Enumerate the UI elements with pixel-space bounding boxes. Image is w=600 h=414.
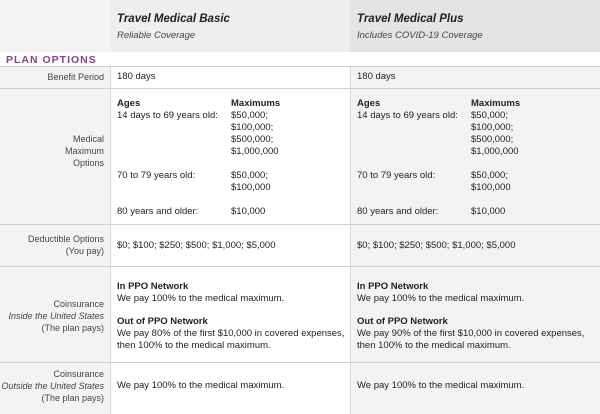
coins-outside-label-3: (The plan pays) — [41, 393, 104, 403]
basic-age-row: 14 days to 69 years old: — [117, 110, 218, 121]
row-divider — [0, 66, 600, 67]
basic-age-row: 70 to 79 years old: — [117, 170, 196, 181]
basic-benefit-period: 180 days — [117, 71, 156, 82]
basic-max-value: $100,000 — [231, 182, 271, 193]
plus-age-row: 80 years and older: — [357, 206, 439, 217]
row-divider — [0, 88, 600, 89]
basic-header — [110, 0, 350, 52]
basic-plan-subtitle: Reliable Coverage — [117, 30, 196, 41]
plus-deductible: $0; $100; $250; $500; $1,000; $5,000 — [357, 240, 516, 251]
medical-max-label-3: Options — [72, 158, 104, 168]
basic-age-row: 80 years and older: — [117, 206, 199, 217]
plus-age-row: 14 days to 69 years old: — [357, 110, 458, 121]
row-divider — [0, 266, 600, 267]
basic-plan-title: Travel Medical Basic — [117, 13, 230, 25]
plus-benefit-period: 180 days — [357, 71, 396, 82]
coins-inside-label-3: (The plan pays) — [41, 323, 104, 333]
coins-inside-label-2: Inside the United States — [8, 311, 104, 321]
basic-out-ppo-title: Out of PPO Network — [117, 316, 208, 327]
plus-plan-title: Travel Medical Plus — [357, 13, 464, 25]
basic-in-ppo-title: In PPO Network — [117, 281, 189, 292]
row-divider — [0, 362, 600, 363]
basic-max-value: $10,000 — [231, 206, 266, 217]
basic-out-ppo-text-1: We pay 80% of the first $10,000 in covered expenses, — [117, 328, 345, 339]
plus-max-value: $1,000,000 — [471, 146, 519, 157]
plus-max-header: Maximums — [471, 98, 521, 109]
plus-out-ppo-title: Out of PPO Network — [357, 316, 448, 327]
deductible-label-2: (You pay) — [65, 246, 104, 256]
plus-max-value: $50,000; — [471, 110, 508, 121]
plus-in-ppo-text: We pay 100% to the medical maximum. — [357, 293, 525, 304]
basic-in-ppo-text: We pay 100% to the medical maximum. — [117, 293, 285, 304]
plus-max-value: $100,000; — [471, 122, 514, 133]
basic-out-ppo-text-2: then 100% to the medical maximum. — [117, 340, 271, 351]
plus-coins-outside: We pay 100% to the medical maximum. — [357, 380, 525, 391]
plus-max-value: $50,000; — [471, 170, 508, 181]
basic-max-value: $500,000; — [231, 134, 274, 145]
plus-max-value: $500,000; — [471, 134, 514, 145]
basic-coins-outside: We pay 100% to the medical maximum. — [117, 380, 285, 391]
row-divider — [0, 224, 600, 225]
section-title: PLAN OPTIONS — [6, 54, 97, 66]
basic-max-header: Maximums — [231, 98, 281, 109]
plus-header — [350, 0, 600, 52]
basic-max-value: $100,000; — [231, 122, 274, 133]
plus-max-value: $100,000 — [471, 182, 511, 193]
basic-max-value: $1,000,000 — [231, 146, 279, 157]
basic-max-value: $50,000; — [231, 110, 268, 121]
coins-outside-label-2: Outside the United States — [1, 381, 104, 391]
plus-out-ppo-text-1: We pay 90% of the first $10,000 in covered expenses, — [357, 328, 585, 339]
medical-max-label-2: Maximum — [64, 146, 104, 156]
deductible-label-1: Deductible Options — [27, 234, 104, 244]
coins-inside-label-1: Coinsurance — [53, 299, 104, 309]
basic-ages-header: Ages — [117, 98, 141, 109]
basic-deductible: $0; $100; $250; $500; $1,000; $5,000 — [117, 240, 276, 251]
coins-outside-label-1: Coinsurance — [53, 369, 104, 379]
plus-age-row: 70 to 79 years old: — [357, 170, 436, 181]
plus-ages-header: Ages — [357, 98, 381, 109]
plus-plan-subtitle: Includes COVID-19 Coverage — [357, 30, 483, 41]
plus-out-ppo-text-2: then 100% to the medical maximum. — [357, 340, 511, 351]
basic-max-value: $50,000; — [231, 170, 268, 181]
plus-max-value: $10,000 — [471, 206, 506, 217]
medical-max-label-1: Medical — [72, 134, 104, 144]
benefit-period-label: Benefit Period — [47, 72, 104, 82]
plus-in-ppo-title: In PPO Network — [357, 281, 429, 292]
